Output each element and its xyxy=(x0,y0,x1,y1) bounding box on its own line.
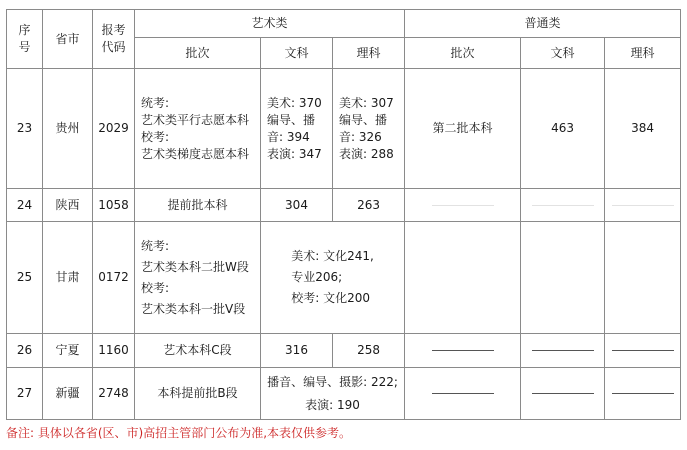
header-seq: 序 号 xyxy=(7,10,43,69)
row-code: 0172 xyxy=(93,222,135,334)
row-general-like xyxy=(605,334,681,368)
table-row xyxy=(7,334,681,368)
row-seq: 27 xyxy=(7,368,43,420)
header-general-wenke: 文科 xyxy=(521,38,605,69)
row-seq: 25 xyxy=(7,222,43,334)
row-art-score: 美术: 文化241, 专业206; 校考: 文化200 xyxy=(261,222,405,334)
dash-line xyxy=(612,393,674,394)
header-art-like: 理科 xyxy=(333,38,405,69)
header-code: 报考 代码 xyxy=(93,10,135,69)
header-general-like: 理科 xyxy=(605,38,681,69)
row-general-wenke xyxy=(521,368,605,420)
row-art-batch: 本科提前批B段 xyxy=(135,368,261,420)
row-art-batch: 统考: 艺术类平行志愿本科 校考: 艺术类梯度志愿本科 xyxy=(135,69,261,189)
row-general-wenke: 463 xyxy=(521,69,605,189)
admission-score-table xyxy=(6,9,681,420)
row-province: 宁夏 xyxy=(43,334,93,368)
row-art-wenke: 304 xyxy=(261,189,333,222)
row-art-score: 播音、编导、摄影: 222; 表演: 190 xyxy=(261,368,405,420)
dash-line xyxy=(532,350,594,351)
row-art-wenke: 美术: 370 编导、播 音: 394 表演: 347 xyxy=(261,69,333,189)
header-general: 普通类 xyxy=(405,10,681,38)
row-code: 1160 xyxy=(93,334,135,368)
row-art-batch: 提前批本科 xyxy=(135,189,261,222)
footnote: 备注: 具体以各省(区、市)高招主管部门公布为准,本表仅供参考。 xyxy=(6,426,352,440)
row-general-like xyxy=(605,189,681,222)
row-general-wenke xyxy=(521,189,605,222)
row-general-batch xyxy=(405,334,521,368)
row-seq: 23 xyxy=(7,69,43,189)
table-row xyxy=(7,69,681,189)
row-province: 贵州 xyxy=(43,69,93,189)
row-art-batch: 艺术本科C段 xyxy=(135,334,261,368)
header-art-wenke: 文科 xyxy=(261,38,333,69)
header-art: 艺术类 xyxy=(135,10,405,38)
dash-line xyxy=(612,205,674,206)
row-general-batch xyxy=(405,189,521,222)
dash-line xyxy=(432,205,494,206)
row-art-like: 263 xyxy=(333,189,405,222)
row-province: 甘肃 xyxy=(43,222,93,334)
row-general-batch xyxy=(405,368,521,420)
header-art-batch: 批次 xyxy=(135,38,261,69)
row-code: 2748 xyxy=(93,368,135,420)
row-general-wenke xyxy=(521,222,605,334)
row-art-wenke: 316 xyxy=(261,334,333,368)
row-province: 陕西 xyxy=(43,189,93,222)
row-art-like: 美术: 307 编导、播 音: 326 表演: 288 xyxy=(333,69,405,189)
row-province: 新疆 xyxy=(43,368,93,420)
dash-line xyxy=(532,205,594,206)
header-province: 省市 xyxy=(43,10,93,69)
row-art-like: 258 xyxy=(333,334,405,368)
dash-line xyxy=(432,350,494,351)
row-code: 2029 xyxy=(93,69,135,189)
dash-line xyxy=(432,393,494,394)
row-general-like xyxy=(605,222,681,334)
row-seq: 24 xyxy=(7,189,43,222)
row-general-batch: 第二批本科 xyxy=(405,69,521,189)
row-art-batch: 统考: 艺术类本科二批W段 校考: 艺术类本科一批V段 xyxy=(135,222,261,334)
row-general-like: 384 xyxy=(605,69,681,189)
row-code: 1058 xyxy=(93,189,135,222)
table-row xyxy=(7,368,681,420)
row-general-wenke xyxy=(521,334,605,368)
dash-line xyxy=(612,350,674,351)
table-row xyxy=(7,222,681,334)
row-general-like xyxy=(605,368,681,420)
dash-line xyxy=(532,393,594,394)
header-general-batch: 批次 xyxy=(405,38,521,69)
row-seq: 26 xyxy=(7,334,43,368)
row-general-batch xyxy=(405,222,521,334)
table-row xyxy=(7,189,681,222)
